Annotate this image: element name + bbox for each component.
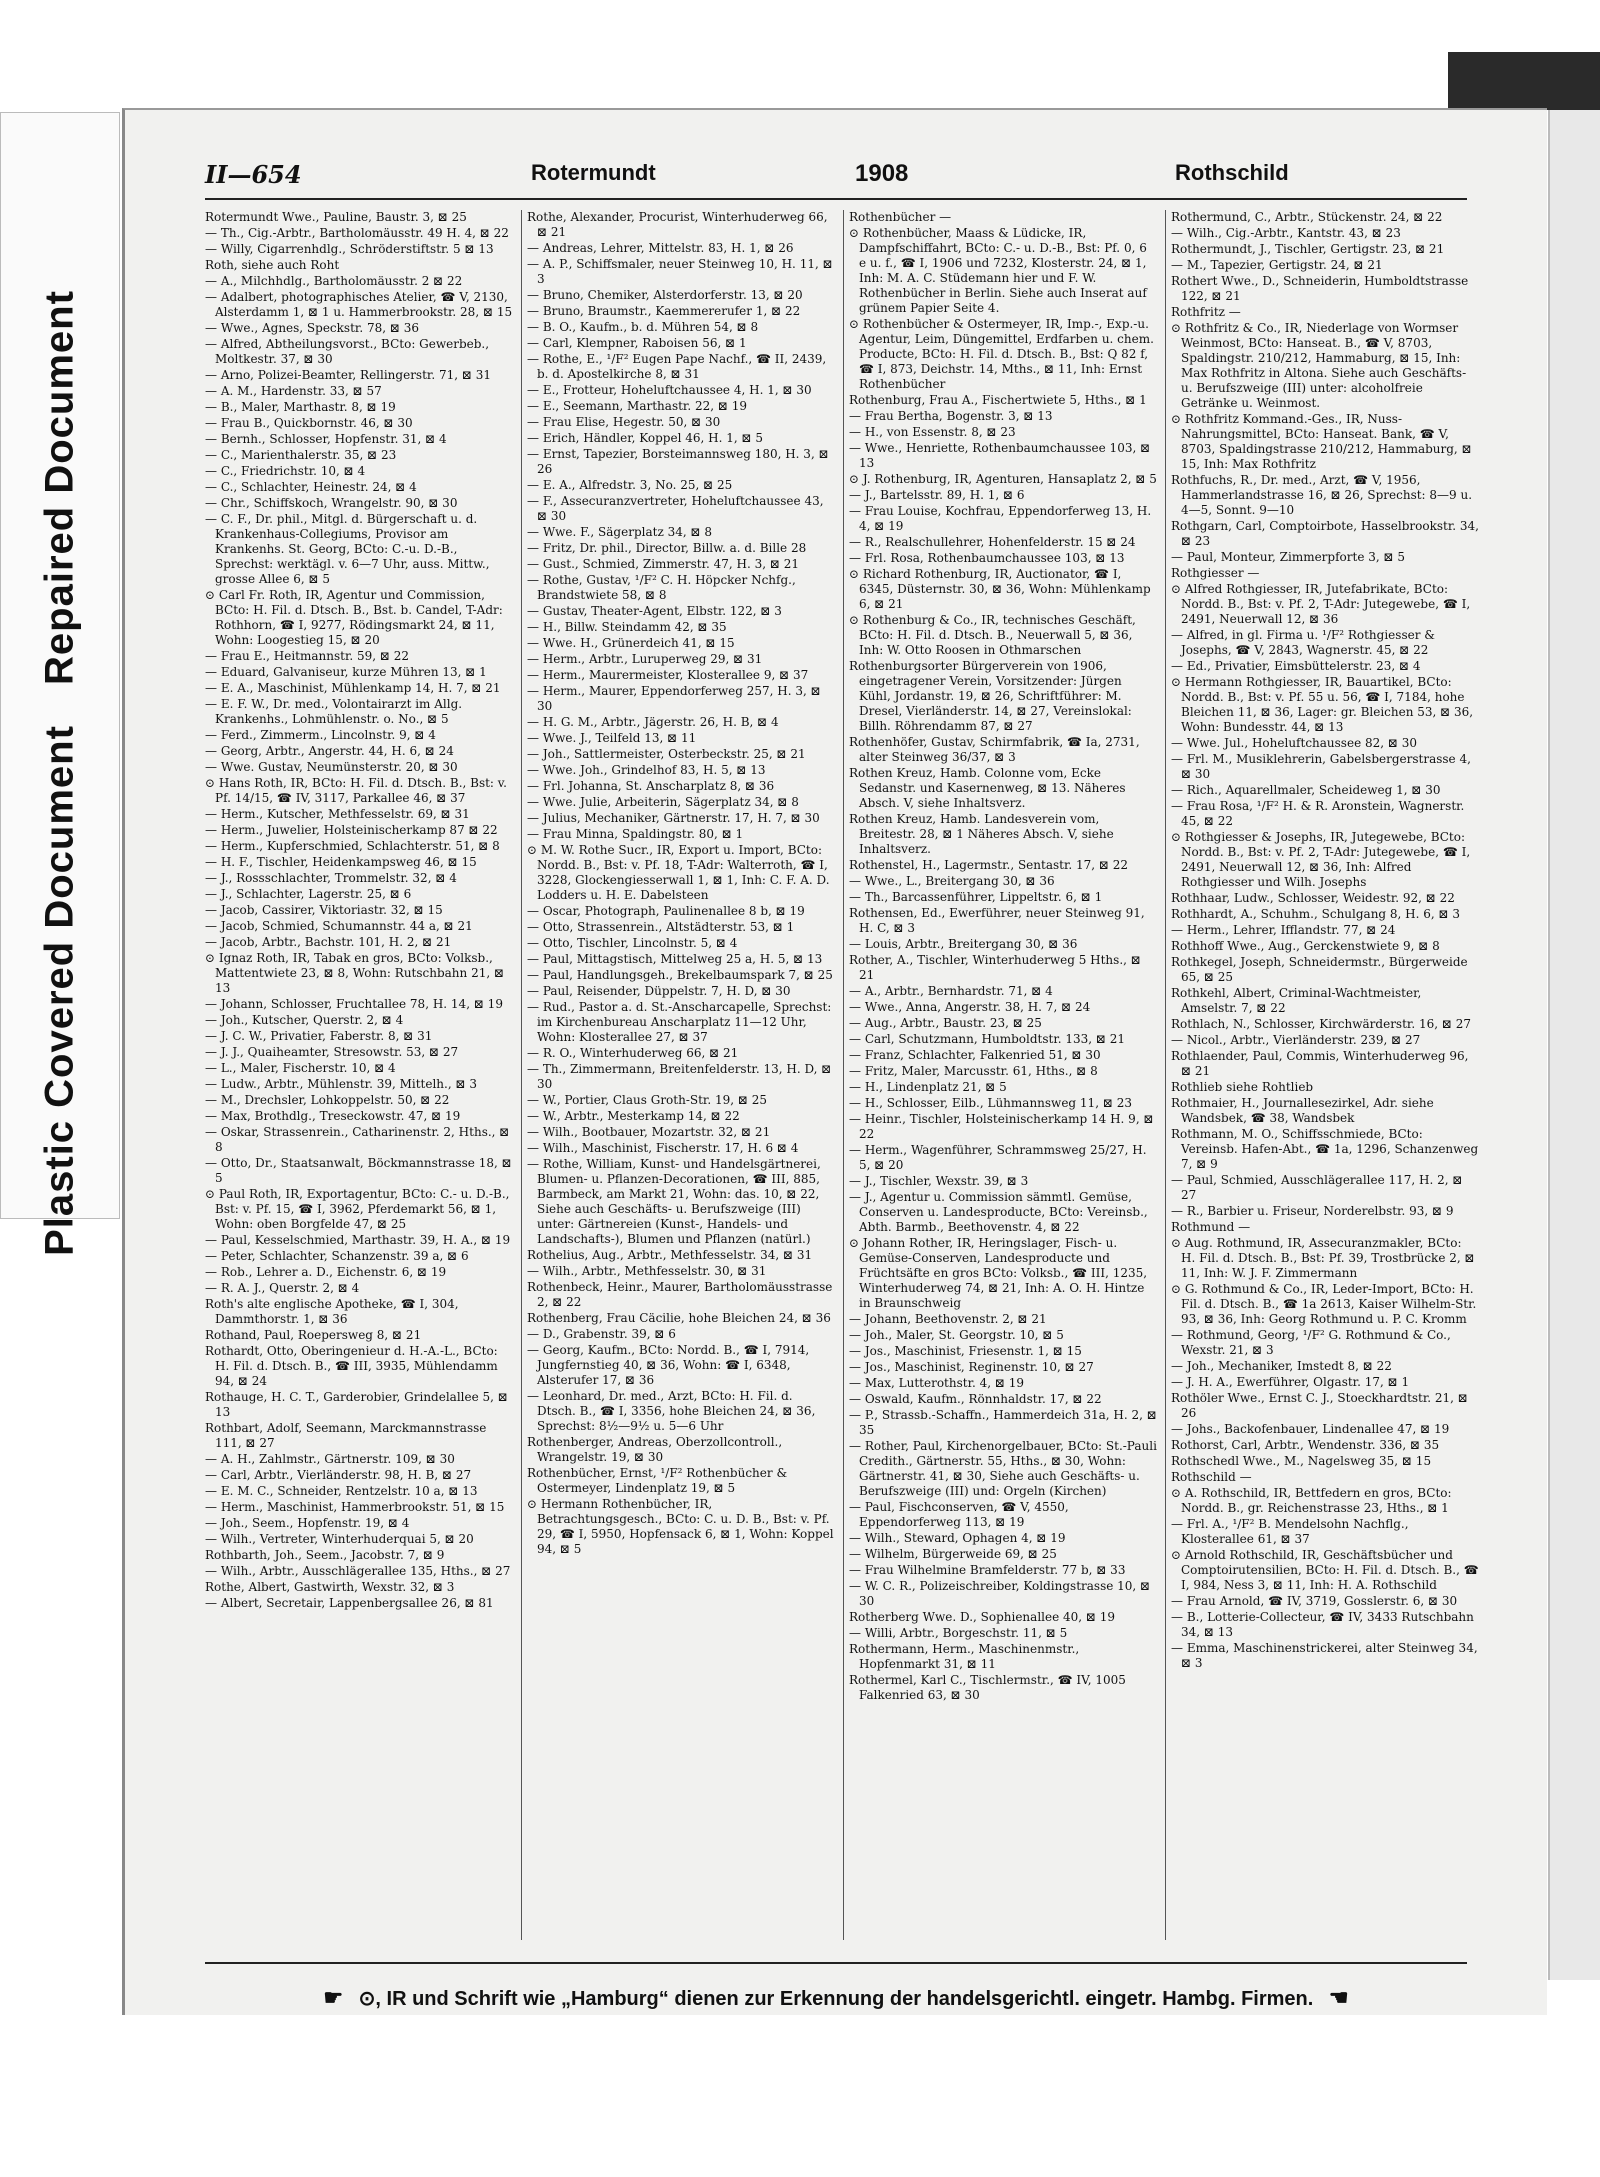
directory-entry: — Jos., Maschinist, Friesenstr. 1, ⊠ 15 [849,1344,1082,1358]
directory-entry: Rothenbeck, Heinr., Maurer, Bartholomäusstrasse 2, ⊠ 22 [527,1280,833,1309]
directory-entry: — E. M. C., Schneider, Rentzelstr. 10 a, ⊠ 13 [205,1484,478,1498]
directory-entry: — Paul, Mittagstisch, Mittelweg 25 a, H. 5, ⊠ 13 [527,952,823,966]
directory-entry: Rotherberg Wwe. D., Sophienallee 40, ⊠ 19 [849,1610,1116,1624]
directory-entry: — M., Drechsler, Lohkoppelstr. 50, ⊠ 22 [205,1093,450,1107]
directory-entry: — Joh., Mechaniker, Imstedt 8, ⊠ 22 [1171,1359,1392,1373]
directory-entry: Rothmaier, H., Journallesezirkel, Adr. siehe Wandsbek, ☎ 38, Wandsbek [1171,1096,1434,1125]
directory-entry: — Max, Lutterothstr. 4, ⊠ 19 [849,1376,1025,1390]
directory-entry: — Frl. Johanna, St. Anscharplatz 8, ⊠ 36 [527,779,775,793]
directory-entry: — Herm., Maurermeister, Klosterallee 9, ⊠ 37 [527,668,809,682]
directory-entry: — Max, Brothdlg., Treseckowstr. 47, ⊠ 19 [205,1109,461,1123]
directory-entry: Rothenburgsorter Bürgerverein von 1906, eingetragener Verein, Vorsitzender: Jürgen Kühl, Jordanstr. 19, ⊠ 26, Schriftführer: M. Dresel, Vierländerstr. 14, ⊠ 27, Vereinslokal: Billh. Röhrendamm 87, ⊠ 27 [849,659,1132,733]
directory-entry: Rothardt, Otto, Oberingenieur d. H.-A.-L., BCto: H. Fil. d. Dtsch. B., ☎ III, 3935, Mühlendamm 94, ⊠ 24 [205,1344,498,1388]
directory-entry: ⊙ Johann Rother, IR, Heringslager, Fisch- u. Gemüse-Conserven, Landesproducte und Früchtsäfte en gros BCto: Volksb., ☎ III, 1235, Winterhuderweg 74, ⊠ 21, Inh: A. O. H. Hintze in Braunschweig [849,1236,1148,1310]
directory-entry: Rothhaar, Ludw., Schlosser, Weidestr. 92, ⊠ 22 [1171,891,1455,905]
directory-entry: ⊙ M. W. Rothe Sucr., IR, Export u. Import, BCto: Nordd. B., Bst: v. Pf. 18, T-Adr: Walterroth, ☎ I, 3228, Glockengiesserwall 1, ⊠ 1, Inh: C. F. A. D. Lodders u. H. E. Dabelsteen [527,843,830,902]
directory-entry: Rothschedl Wwe., M., Nagelsweg 35, ⊠ 15 [1171,1454,1432,1468]
directory-entry: — Frl. M., Musiklehrerin, Gabelsbergerstrasse 4, ⊠ 30 [1171,752,1471,781]
directory-entry: — Rothmund, Georg, ¹/F² G. Rothmund & Co., Wexstr. 21, ⊠ 3 [1171,1328,1451,1357]
column-3 [849,210,1157,1950]
directory-entry: — E., Seemann, Marthastr. 22, ⊠ 19 [527,399,748,413]
directory-entry: ⊙ Arnold Rothschild, IR, Geschäftsbücher und Comptoirutensilien, BCto: H. Fil. d. Dtsch. B., ☎ I, 984, Ness 3, ⊠ 11, Inh: H. A. Rothschild [1171,1548,1479,1592]
directory-entry: Rothlach, N., Schlosser, Kirchwärderstr. 16, ⊠ 27 [1171,1017,1471,1031]
directory-entry: — Frau E., Heitmannstr. 59, ⊠ 22 [205,649,410,663]
directory-entry: — Fritz, Dr. phil., Director, Billw. a. d. Bille 28 [527,541,807,555]
directory-entry: — Emma, Maschinenstrickerei, alter Steinweg 34, ⊠ 3 [1171,1641,1478,1670]
directory-entry: — Louis, Arbtr., Breitergang 30, ⊠ 36 [849,937,1078,951]
directory-entry: Rothkehl, Albert, Criminal-Wachtmeister, Amselstr. 7, ⊠ 22 [1171,986,1422,1015]
directory-entry: — Oswald, Kaufm., Rönnhaldstr. 17, ⊠ 22 [849,1392,1102,1406]
directory-entry: — P., Strassb.-Schaffn., Hammerdeich 31a, H. 2, ⊠ 35 [849,1408,1157,1437]
directory-entry: — Wilh., Arbtr., Ausschlägerallee 135, Hths., ⊠ 27 [205,1564,511,1578]
directory-entry: — Gust., Schmied, Zimmerstr. 47, H. 3, ⊠ 21 [527,557,800,571]
directory-entry: ⊙ Rothfritz Kommand.-Ges., IR, Nuss-Nahrungsmittel, BCto: Hanseat. Bank, ☎ V, 8703, Spaldingstrasse 210/212, Hammaburg, ⊠ 15, Inh: Max Rothfritz [1171,412,1472,471]
directory-entry: ⊙ Rothfritz & Co., IR, Niederlage von Wormser Weinmost, BCto: Hanseat. B., ☎ V, 8703, Spaldingstr. 210/212, Hammaburg, ⊠ 15, Inh: Max Rothfritz in Altona. Siehe auch Geschäfts- u. Berufszweige (III) unter: alcoholfreie Getränke u. Weinmost. [1171,321,1467,410]
directory-entry: — Jacob, Cassirer, Viktoriastr. 32, ⊠ 15 [205,903,443,917]
directory-entry: — Rud., Pastor a. d. St.-Anscharcapelle, Sprechst: im Kirchenbureau Anscharplatz 11—12 Uhr, Wohn: Klosterallee 27, ⊠ 37 [527,1000,832,1044]
directory-entry: Rothenbücher, Ernst, ¹/F² Rothenbücher & Ostermeyer, Lindenplatz 19, ⊠ 5 [527,1466,788,1495]
directory-entry: — Johann, Beethovenstr. 2, ⊠ 21 [849,1312,1047,1326]
header-first-name: Rotermundt [531,160,656,185]
directory-entry: — Rother, Paul, Kirchenorgelbauer, BCto: St.-Pauli Credith., Gärtnerstr. 55, Hths., ⊠ 30, Wohn: Gärtnerstr. 41, ⊠ 30, Siehe auch Geschäfts- u. Berufszweige (III) und: Orgeln (Kirchen) [849,1439,1157,1498]
directory-entry: — Frl. Rosa, Rothenbaumchaussee 103, ⊠ 13 [849,551,1125,565]
directory-entry: — Rich., Aquarellmaler, Scheideweg 1, ⊠ 30 [1171,783,1441,797]
directory-entry: Rothenberger, Andreas, Oberzollcontroll., Wrangelstr. 19, ⊠ 30 [527,1435,783,1464]
directory-entry: — Frau Wilhelmine Bramfelderstr. 77 b, ⊠ 33 [849,1563,1126,1577]
directory-entry: Rother, A., Tischler, Winterhuderweg 5 Hths., ⊠ 21 [849,953,1141,982]
directory-entry: — Wilh., Arbtr., Methfesselstr. 30, ⊠ 31 [527,1264,767,1278]
side-label-plastic: Plastic Covered Document [37,725,82,1256]
directory-entry: — Chr., Schiffskoch, Wrangelstr. 90, ⊠ 30 [205,496,458,510]
side-label-repaired: Repaired Document [37,290,82,685]
directory-entry: — H., Lindenplatz 21, ⊠ 5 [849,1080,1007,1094]
directory-entry: — Wwe. J., Teilfeld 13, ⊠ 11 [527,731,697,745]
directory-entry: Rothermann, Herm., Maschinenmstr., Hopfenmarkt 31, ⊠ 11 [849,1642,1080,1671]
directory-entry: — B. O., Kaufm., b. d. Mühren 54, ⊠ 8 [527,320,759,334]
directory-entry: Rothensen, Ed., Ewerführer, neuer Steinweg 91, H. C, ⊠ 3 [849,906,1145,935]
directory-entry: — W., Arbtr., Mesterkamp 14, ⊠ 22 [527,1109,740,1123]
directory-entry: — Frau Bertha, Bogenstr. 3, ⊠ 13 [849,409,1053,423]
directory-entry: Roth, siehe auch Roht [205,258,340,272]
directory-entry: Rothe, Alexander, Procurist, Winterhuderweg 66, ⊠ 21 [527,210,828,239]
directory-entry: — Th., Zimmermann, Breitenfelderstr. 13, H. D, ⊠ 30 [527,1062,832,1091]
directory-entry: Rothmann, M. O., Schiffsschmiede, BCto: Vereinsb. Hafen-Abt., ☎ 1a, 1296, Schanzenweg 7, ⊠ 9 [1171,1127,1479,1171]
directory-entry: Rothhoff Wwe., Aug., Gerckenstwiete 9, ⊠ 8 [1171,939,1440,953]
directory-entry: Rothöler Wwe., Ernst C. J., Stoeckhardtstr. 21, ⊠ 26 [1171,1391,1468,1420]
directory-entry: — Ludw., Arbtr., Mühlenstr. 39, Mittelh., ⊠ 3 [205,1077,477,1091]
directory-entry: — Paul, Reisender, Düppelstr. 7, H. D, ⊠ 30 [527,984,791,998]
directory-entry: — Wilh., Steward, Ophagen 4, ⊠ 19 [849,1531,1066,1545]
directory-entry: — Joh., Seem., Hopfenstr. 19, ⊠ 4 [205,1516,410,1530]
directory-entry: — Oskar, Strassenrein., Catharinenstr. 2, Hths., ⊠ 8 [205,1125,510,1154]
directory-entry: ⊙ G. Rothmund & Co., IR, Leder-Import, BCto: H. Fil. d. Dtsch. B., ☎ 1a 2613, Kaiser Wilhelm-Str. 93, ⊠ 36, Inh: Georg Rothmund u. P. C. Kromm [1171,1282,1477,1326]
directory-entry: — Paul, Kesselschmied, Marthastr. 39, H. A., ⊠ 19 [205,1233,511,1247]
directory-entry: — C., Friedrichstr. 10, ⊠ 4 [205,464,366,478]
directory-entry: — Alfred, in gl. Firma u. ¹/F² Rothgiesser & Josephs, ☎ V, 2843, Wagnerstr. 45, ⊠ 22 [1171,628,1435,657]
directory-entry: Rothmund — [1171,1220,1251,1234]
directory-entry: — Otto, Tischler, Lincolnstr. 5, ⊠ 4 [527,936,738,950]
directory-entry: — Th., Barcassenführer, Lippeltstr. 6, ⊠ 1 [849,890,1103,904]
footer-rule [205,1962,1467,1964]
directory-entry: Rothen Kreuz, Hamb. Landesverein vom, Breitestr. 28, ⊠ 1 Näheres Absch. V, siehe Inhaltsverz. [849,812,1114,856]
directory-entry: — H. F., Tischler, Heidenkampsweg 46, ⊠ 15 [205,855,477,869]
directory-entry: — Peter, Schlachter, Schanzenstr. 39 a, ⊠ 6 [205,1249,469,1263]
directory-entry: — Wwe., Anna, Angerstr. 38, H. 7, ⊠ 24 [849,1000,1091,1014]
directory-entry: — D., Grabenstr. 39, ⊠ 6 [527,1327,676,1341]
directory-entry: — H., von Essenstr. 8, ⊠ 23 [849,425,1016,439]
directory-entry: — Willy, Cigarrenhdlg., Schröderstiftstr. 5 ⊠ 13 [205,242,494,256]
directory-entry: — Jacob, Schmied, Schumannstr. 44 a, ⊠ 21 [205,919,473,933]
directory-entry: — Wwe. Joh., Grindelhof 83, H. 5, ⊠ 13 [527,763,766,777]
directory-entry: — Frau B., Quickbornstr. 46, ⊠ 30 [205,416,413,430]
directory-entry: ⊙ Rothenburg & Co., IR, technisches Geschäft, BCto: H. Fil. d. Dtsch. B., Neuerwall 5, ⊠ 36, Inh: W. Otto Roosen in Othmarschen [849,613,1136,657]
directory-entry: — Jos., Maschinist, Reginenstr. 10, ⊠ 27 [849,1360,1094,1374]
directory-entry: — Wilh., Bootbauer, Mozartstr. 32, ⊠ 21 [527,1125,771,1139]
header-rule [205,198,1467,200]
directory-entry: Rothenbücher — [849,210,952,224]
directory-entry: Rothlieb siehe Rohtlieb [1171,1080,1314,1094]
directory-entry: — Wilhelm, Bürgerweide 69, ⊠ 25 [849,1547,1057,1561]
directory-entry: — C. F., Dr. phil., Mitgl. d. Bürgerschaft u. d. Krankenhaus-Collegiums, Provisor am Krankenhs. St. Georg, BCto: C.-u. D.-B., Sprechst: werktägl. v. 6—7 Uhr, auss. Mittw., grosse Allee 6, ⊠ 5 [205,512,490,586]
directory-entry: Rothfritz — [1171,305,1241,319]
directory-entry: — Herm., Kutscher, Methfesselstr. 69, ⊠ 31 [205,807,470,821]
directory-entry: — Oscar, Photograph, Paulinenallee 8 b, ⊠ 19 [527,904,805,918]
directory-entry: — Frau Louise, Kochfrau, Eppendorferweg 13, H. 4, ⊠ 19 [849,504,1152,533]
directory-entry: Rothschild — [1171,1470,1252,1484]
directory-entry: Rothlaender, Paul, Commis, Winterhuderweg 96, ⊠ 21 [1171,1049,1469,1078]
directory-entry: — Albert, Secretair, Lappenbergsallee 26, ⊠ 81 [205,1596,494,1610]
directory-entry: — Paul, Fischconserven, ☎ V, 4550, Eppendorferweg 113, ⊠ 19 [849,1500,1069,1529]
directory-entry: ⊙ Carl Fr. Roth, IR, Agentur und Commission, BCto: H. Fil. d. Dtsch. B., Bst. b. Candel, T-Adr: Rothhorn, ☎ I, 9277, Rödingsmarkt 24, ⊠ 11, Wohn: Loogestieg 15, ⊠ 20 [205,588,503,647]
directory-entry: — Joh., Kutscher, Querstr. 2, ⊠ 4 [205,1013,404,1027]
directory-entry: — Joh., Maler, St. Georgstr. 10, ⊠ 5 [849,1328,1064,1342]
directory-entry: — Alfred, Abtheilungsvorst., BCto: Gewerbeb., Moltkestr. 37, ⊠ 30 [205,337,490,366]
pointing-hand-icon: ☚ [1328,1985,1349,2010]
directory-entry: ⊙ Hermann Rothenbücher, IR, Betrachtungsgesch., BCto: C. u. D. B., Bst: v. Pf. 29, ☎ I, 5950, Hopfensack 6, ⊠ 1, Wohn: Koppel 94, ⊠ 5 [527,1497,834,1556]
pointing-hand-icon: ☛ [323,1985,344,2010]
directory-entry: — L., Maler, Fischerstr. 10, ⊠ 4 [205,1061,396,1075]
directory-entry: — Wilh., Vertreter, Winterhuderquai 5, ⊠ 20 [205,1532,474,1546]
directory-entry: — Wwe., Agnes, Speckstr. 78, ⊠ 36 [205,321,419,335]
directory-entry: — Wilh., Maschinist, Fischerstr. 17, H. 6 ⊠ 4 [527,1141,799,1155]
directory-entry: — Frau Arnold, ☎ IV, 3719, Gosslerstr. 6, ⊠ 30 [1171,1594,1458,1608]
directory-entry: — Carl, Arbtr., Vierländerstr. 98, H. B, ⊠ 27 [205,1468,472,1482]
directory-entry: — Andreas, Lehrer, Mittelstr. 83, H. 1, ⊠ 26 [527,241,794,255]
column-2 [527,210,835,1950]
directory-entry: — W., Portier, Claus Groth-Str. 19, ⊠ 25 [527,1093,768,1107]
header-year: 1908 [855,160,909,187]
directory-entry: ⊙ Aug. Rothmund, IR, Assecuranzmakler, BCto: H. Fil. d. Dtsch. B., Bst: Pf. 39, Trostbrücke 2, ⊠ 11, Inh: W. J. F. Zimmermann [1171,1236,1475,1280]
directory-entry: — Bruno, Braumstr., Kaemmererufer 1, ⊠ 22 [527,304,801,318]
directory-entry: — Otto, Dr., Staatsanwalt, Böckmannstrasse 18, ⊠ 5 [205,1156,512,1185]
directory-entry: Rothermundt, J., Tischler, Gertigstr. 23, ⊠ 21 [1171,242,1445,256]
directory-entry: — Herm., Kupferschmied, Schlachterstr. 51, ⊠ 8 [205,839,500,853]
directory-page [122,108,1547,2015]
directory-entry: — H. G. M., Arbtr., Jägerstr. 26, H. B, ⊠ 4 [527,715,779,729]
directory-entry: — Nicol., Arbtr., Vierländerstr. 239, ⊠ 27 [1171,1033,1421,1047]
directory-entry: ⊙ Paul Roth, IR, Exportagentur, BCto: C.- u. D.-B., Bst: v. Pf. 15, ☎ I, 3962, Pferdemarkt 56, ⊠ 1, Wohn: oben Borgfelde 47, ⊠ 25 [205,1187,510,1231]
directory-entry: Rotermundt Wwe., Pauline, Baustr. 3, ⊠ 25 [205,210,467,224]
directory-entry: — M., Tapezier, Gertigstr. 24, ⊠ 21 [1171,258,1383,272]
directory-entry: — Frau Elise, Hegestr. 50, ⊠ 30 [527,415,721,429]
footer-text: ⊙, IR und Schrift wie „Hamburg“ dienen zur Erkennung der handelsgerichtl. eingetr. Hambg. Firmen. [358,1988,1314,2010]
directory-entry: — Ernst, Tapezier, Borsteimannsweg 180, H. 3, ⊠ 26 [527,447,829,476]
directory-entry: — C., Marienthalerstr. 35, ⊠ 23 [205,448,397,462]
directory-entry: ⊙ Ignaz Roth, IR, Tabak en gros, BCto: Volksb., Mattentwiete 23, ⊠ 8, Wohn: Rutschbahn 21, ⊠ 13 [205,951,505,995]
directory-entry: — A. P., Schiffsmaler, neuer Steinweg 10, H. 11, ⊠ 3 [527,257,833,286]
directory-entry: — Ferd., Zimmerm., Lincolnstr. 9, ⊠ 4 [205,728,436,742]
directory-entry: — Wwe., Henriette, Rothenbaumchaussee 103, ⊠ 13 [849,441,1151,470]
directory-entry: — Bruno, Chemiker, Alsterdorferstr. 13, ⊠ 20 [527,288,803,302]
directory-entry: — R., Barbier u. Friseur, Norderelbstr. 93, ⊠ 9 [1171,1204,1454,1218]
directory-entry: — Herm., Maschinist, Hammerbrookstr. 51, ⊠ 15 [205,1500,505,1514]
directory-entry: — F., Assecuranzvertreter, Hoheluftchaussee 43, ⊠ 30 [527,494,824,523]
scan-edge-strip [1548,110,1600,1980]
directory-entry: — A. H., Zahlmstr., Gärtnerstr. 109, ⊠ 30 [205,1452,455,1466]
directory-entry: — Wwe. Julie, Arbeiterin, Sägerplatz 34, ⊠ 8 [527,795,799,809]
directory-entry: — Herm., Lehrer, Ifflandstr. 77, ⊠ 24 [1171,923,1396,937]
directory-entry: — Carl, Schutzmann, Humboldtstr. 133, ⊠ 21 [849,1032,1126,1046]
directory-entry: Rothert Wwe., D., Schneiderin, Humboldtstrasse 122, ⊠ 21 [1171,274,1469,303]
side-label-text [38,276,83,1270]
scan-black-bar [1448,52,1600,110]
page-number: II—654 [205,160,302,189]
directory-entry: — Frau Minna, Spaldingstr. 80, ⊠ 1 [527,827,744,841]
directory-entry: ⊙ Rothgiesser & Josephs, IR, Jutegewebe, BCto: Nordd. B., Bst: v. Pf. 2, T-Adr: Jutegewebe, ☎ I, 2491, Neuerwall 12, ⊠ 36, Inh: Alfred Rothgiesser und Wilh. Josephs [1171,830,1471,889]
directory-entry: ⊙ J. Rothenburg, IR, Agenturen, Hansaplatz 2, ⊠ 5 [849,472,1157,486]
directory-entry: — Herm., Wagenführer, Schrammsweg 25/27, H. 5, ⊠ 20 [849,1143,1147,1172]
directory-entry: — Th., Cig.-Arbtr., Bartholomäusstr. 49 H. 4, ⊠ 22 [205,226,509,240]
directory-entry: ⊙ Rothenbücher & Ostermeyer, IR, Imp.-, Exp.-u. Agentur, Leim, Düngemittel, Erdfarben u. chem. Producte, BCto: H. Fil. d. Dtsch. B., Bst: Q 82 f, ☎ I, 873, Deichstr. 14, Mths., ⊠ 11, Inh: Ernst Rothenbücher [849,317,1154,391]
directory-entry: Rothermel, Karl C., Tischlermstr., ☎ IV, 1005 Falkenried 63, ⊠ 30 [849,1673,1126,1702]
directory-entry: Rothen Kreuz, Hamb. Colonne vom, Ecke Sedanstr. und Kasernenweg, ⊠ 13. Näheres Absch. V, siehe Inhaltsverz. [849,766,1126,810]
header-last-name: Rothschild [1175,160,1289,185]
directory-entry: Rothbarth, Joh., Seem., Jacobstr. 7, ⊠ 9 [205,1548,445,1562]
directory-entry: — J. C. W., Privatier, Faberstr. 8, ⊠ 31 [205,1029,433,1043]
column-divider [843,210,844,1940]
directory-entry: — Julius, Mechaniker, Gärtnerstr. 17, H. 7, ⊠ 30 [527,811,820,825]
directory-entry: Rothelius, Aug., Arbtr., Methfesselstr. 34, ⊠ 31 [527,1248,813,1262]
directory-entry: — Herm., Juwelier, Holsteinischerkamp 87 ⊠ 22 [205,823,498,837]
directory-entry: — Johs., Backofenbauer, Lindenallee 47, ⊠ 19 [1171,1422,1450,1436]
directory-entry: — Fritz, Maler, Marcusstr. 61, Hths., ⊠ 8 [849,1064,1098,1078]
directory-entry: — Wwe. Gustav, Neumünsterstr. 20, ⊠ 30 [205,760,458,774]
directory-entry: — Rob., Lehrer a. D., Eichenstr. 6, ⊠ 19 [205,1265,447,1279]
directory-entry: ⊙ Rothenbücher, Maass & Lüdicke, IR, Dampfschiffahrt, BCto: C.- u. D.-B., Bst: Pf. 0, 6 e u. f., ☎ I, 1906 und 7232, Klosterstr. 24, ⊠ 1, Inh: M. A. C. Stüdemann hier und F. W. Rothenbücher in Berlin. Siehe auch Inserat auf grünem Papier Seite 4. [849,226,1147,315]
directory-entry: — A., Arbtr., Bernhardstr. 71, ⊠ 4 [849,984,1053,998]
directory-entry: — Rothe, E., ¹/F² Eugen Pape Nachf., ☎ II, 2439, b. d. Apostelkirche 8, ⊠ 31 [527,352,827,381]
directory-entry: — Paul, Handlungsgeh., Brekelbaumspark 7, ⊠ 25 [527,968,833,982]
directory-entry: — R. A. J., Querstr. 2, ⊠ 4 [205,1281,360,1295]
directory-entry: — Paul, Schmied, Ausschlägerallee 117, H. 2, ⊠ 27 [1171,1173,1463,1202]
directory-entry: — Bernh., Schlosser, Hopfenstr. 31, ⊠ 4 [205,432,447,446]
directory-entry: Rothenhöfer, Gustav, Schirmfabrik, ☎ Ia, 2731, alter Steinweg 36/37, ⊠ 3 [849,735,1140,764]
directory-entry: Rothenberg, Frau Cäcilie, hohe Bleichen 24, ⊠ 36 [527,1311,831,1325]
directory-entry: — Wilh., Cig.-Arbtr., Kantstr. 43, ⊠ 23 [1171,226,1401,240]
directory-entry: — R. O., Winterhuderweg 66, ⊠ 21 [527,1046,739,1060]
directory-entry: — W. C. R., Polizeischreiber, Koldingstrasse 10, ⊠ 30 [849,1579,1151,1608]
directory-entry: — Adalbert, photographisches Atelier, ☎ V, 2130, Alsterdamm 1, ⊠ 1 u. Hammerbrookstr. 28, ⊠ 15 [205,290,513,319]
directory-entry: — E. F. W., Dr. med., Volontairarzt im Allg. Krankenhs., Lohmühlenstr. o. No., ⊠ 5 [205,697,463,726]
directory-entry: — Aug., Arbtr., Baustr. 23, ⊠ 25 [849,1016,1042,1030]
directory-entry: ⊙ Hermann Rothgiesser, IR, Bauartikel, BCto: Nordd. B., Bst: v. Pf. 55 u. 56, ☎ I, 7184, hohe Bleichen 11, ⊠ 36, Lager: gr. Bleichen 53, ⊠ 36, Wohn: Bundesstr. 44, ⊠ 13 [1171,675,1474,734]
directory-entry: — Wwe. Jul., Hoheluftchaussee 82, ⊠ 30 [1171,736,1418,750]
directory-entry: — Erich, Händler, Koppel 46, H. 1, ⊠ 5 [527,431,763,445]
directory-entry: ⊙ Hans Roth, IR, BCto: H. Fil. d. Dtsch. B., Bst: v. Pf. 14/15, ☎ IV, 3117, Parkallee 46, ⊠ 37 [205,776,507,805]
directory-entry: — A. M., Hardenstr. 33, ⊠ 57 [205,384,382,398]
directory-entry: — A., Milchhdlg., Bartholomäusstr. 2 ⊠ 22 [205,274,463,288]
directory-entry: Rothenstel, H., Lagermstr., Sentastr. 17, ⊠ 22 [849,858,1129,872]
directory-entry: — J., Bartelsstr. 89, H. 1, ⊠ 6 [849,488,1025,502]
page-header [205,160,1467,194]
directory-entry: — J., Agentur u. Commission sämmtl. Gemüse, Conserven u. Landesproducte, BCto: Vereinsb., Abth. Barmb., Beethovenstr. 4, ⊠ 22 [849,1190,1148,1234]
archive-side-label [0,112,120,1256]
directory-entry: — Franz, Schlachter, Falkenried 51, ⊠ 30 [849,1048,1101,1062]
directory-entry: Rothbart, Adolf, Seemann, Marckmannstrasse 111, ⊠ 27 [205,1421,487,1450]
directory-entry: — Ed., Privatier, Eimsbüttelerstr. 23, ⊠ 4 [1171,659,1421,673]
directory-entry: — Arno, Polizei-Beamter, Rellingerstr. 71, ⊠ 31 [205,368,491,382]
directory-entry: — Frl. A., ¹/F² B. Mendelsohn Nachflg., Klosterallee 61, ⊠ 37 [1171,1517,1409,1546]
directory-entry: — C., Schlachter, Heinestr. 24, ⊠ 4 [205,480,417,494]
directory-entry: — B., Lotterie-Collecteur, ☎ IV, 3433 Rutschbahn 34, ⊠ 13 [1171,1610,1474,1639]
directory-entry: — Rothe, Gustav, ¹/F² C. H. Höpcker Nchfg., Brandstwiete 58, ⊠ 8 [527,573,796,602]
page-footer [205,1985,1467,2015]
directory-entry: — J., Schlachter, Lagerstr. 25, ⊠ 6 [205,887,412,901]
directory-entry: — Wwe., L., Breitergang 30, ⊠ 36 [849,874,1055,888]
directory-entry: — Wwe. H., Grünerdeich 41, ⊠ 15 [527,636,735,650]
directory-entry: — Gustav, Theater-Agent, Elbstr. 122, ⊠ 3 [527,604,782,618]
directory-entry: Rothand, Paul, Roepersweg 8, ⊠ 21 [205,1328,422,1342]
directory-entry: — Paul, Monteur, Zimmerpforte 3, ⊠ 5 [1171,550,1405,564]
directory-entry: ⊙ Alfred Rothgiesser, IR, Jutefabrikate, BCto: Nordd. B., Bst: v. Pf. 2, T-Adr: Jutegewebe, ☎ I, 2491, Neuerwall 12, ⊠ 36 [1171,582,1471,626]
directory-entry: Roth's alte englische Apotheke, ☎ I, 304, Dammthorstr. 1, ⊠ 36 [205,1297,459,1326]
column-4 [1171,210,1479,1950]
directory-entry: — Georg, Kaufm., BCto: Nordd. B., ☎ I, 7914, Jungfernstieg 40, ⊠ 36, Wohn: ☎ I, 6348, Alsterufer 17, ⊠ 36 [527,1343,810,1387]
directory-entry: — Herm., Arbtr., Luruperweg 29, ⊠ 31 [527,652,763,666]
directory-entry: ⊙ Richard Rothenburg, IR, Auctionator, ☎ I, 6345, Düsternstr. 30, ⊠ 36, Wohn: Mühlenkamp 6, ⊠ 21 [849,567,1151,611]
column-divider [1165,210,1166,1940]
directory-entry: — R., Realschullehrer, Hohenfelderstr. 15 ⊠ 24 [849,535,1136,549]
directory-entry: — J. J., Quaiheamter, Stresowstr. 53, ⊠ 27 [205,1045,459,1059]
directory-entry: — Carl, Klempner, Raboisen 56, ⊠ 1 [527,336,747,350]
directory-entry: — Herm., Maurer, Eppendorferweg 257, H. 3, ⊠ 30 [527,684,821,713]
directory-entry: Rothermund, C., Arbtr., Stückenstr. 24, ⊠ 22 [1171,210,1443,224]
directory-entry: Rothauge, H. C. T., Garderobier, Grindelallee 5, ⊠ 13 [205,1390,508,1419]
directory-entry: — Rothe, William, Kunst- und Handelsgärtnerei, Blumen- u. Pflanzen-Decorationen, ☎ III, 885, Barmbeck, am Markt 21, Wohn: das. 10, ⊠ 22, Siehe auch Geschäfts- u. Berufszweige (III) unter: Gärtnereien (Kunst-, Handels- und Landschafts-), Blumen und Pflanzen (natürl.) [527,1157,821,1246]
directory-entry: — E., Frotteur, Hoheluftchaussee 4, H. 1, ⊠ 30 [527,383,812,397]
directory-entry: Rothe, Albert, Gastwirth, Wexstr. 32, ⊠ 3 [205,1580,455,1594]
directory-entry: — Leonhard, Dr. med., Arzt, BCto: H. Fil. d. Dtsch. B., ☎ I, 3356, hohe Bleichen 24, ⊠ 36, Sprechst: 8½—9½ u. 5—6 Uhr [527,1389,816,1433]
directory-entry: — H., Billw. Steindamm 42, ⊠ 35 [527,620,727,634]
directory-entry: Rothgarn, Carl, Comptoirbote, Hasselbrookstr. 34, ⊠ 23 [1171,519,1479,548]
column-1 [205,210,513,1950]
directory-entry: ⊙ A. Rothschild, IR, Bettfedern en gros, BCto: Nordd. B., gr. Reichenstrasse 23, Hths., ⊠ 1 [1171,1486,1452,1515]
directory-entry: — Johann, Schlosser, Fruchtallee 78, H. 14, ⊠ 19 [205,997,503,1011]
directory-entry: — Joh., Sattlermeister, Osterbeckstr. 25, ⊠ 21 [527,747,806,761]
directory-entry: — J., Rossschlachter, Trommelstr. 32, ⊠ 4 [205,871,457,885]
column-divider [521,210,522,1940]
directory-entry: — B., Maler, Marthastr. 8, ⊠ 19 [205,400,396,414]
directory-entry: — Georg, Arbtr., Angerstr. 44, H. 6, ⊠ 24 [205,744,454,758]
directory-entry: — Frau Rosa, ¹/F² H. & R. Aronstein, Wagnerstr. 45, ⊠ 22 [1171,799,1465,828]
directory-entry: — Heinr., Tischler, Holsteinischerkamp 14 H. 9, ⊠ 22 [849,1112,1154,1141]
directory-entry: — E. A., Alfredstr. 3, No. 25, ⊠ 25 [527,478,733,492]
directory-entry: Rothorst, Carl, Arbtr., Wendenstr. 336, ⊠ 35 [1171,1438,1440,1452]
directory-entry: Rothenburg, Frau A., Fischertwiete 5, Hths., ⊠ 1 [849,393,1147,407]
directory-entry: — H., Schlosser, Eilb., Lühmannsweg 11, ⊠ 23 [849,1096,1132,1110]
directory-entry: — J. H. A., Ewerführer, Olgastr. 17, ⊠ 1 [1171,1375,1410,1389]
directory-entry: Rothhardt, A., Schuhm., Schulgang 8, H. 6, ⊠ 3 [1171,907,1461,921]
directory-entry: — Eduard, Galvaniseur, kurze Mühren 13, ⊠ 1 [205,665,487,679]
directory-entry: Rothgiesser — [1171,566,1260,580]
directory-entry: — Jacob, Arbtr., Bachstr. 101, H. 2, ⊠ 21 [205,935,452,949]
directory-entry: Rothfuchs, R., Dr. med., Arzt, ☎ V, 1956, Hammerlandstrasse 16, ⊠ 26, Sprechst: 8—9 u. 4—5, Sonnt. 9—10 [1171,473,1473,517]
directory-entry: — J., Tischler, Wexstr. 39, ⊠ 3 [849,1174,1029,1188]
directory-entry: — E. A., Maschinist, Mühlenkamp 14, H. 7, ⊠ 21 [205,681,501,695]
directory-entry: — Otto, Strassenrein., Altstädterstr. 53, ⊠ 1 [527,920,795,934]
directory-entry: Rothkegel, Joseph, Schneidermstr., Bürgerweide 65, ⊠ 25 [1171,955,1468,984]
directory-entry: — Willi, Arbtr., Borgeschstr. 11, ⊠ 5 [849,1626,1068,1640]
directory-entry: — Wwe. F., Sägerplatz 34, ⊠ 8 [527,525,712,539]
